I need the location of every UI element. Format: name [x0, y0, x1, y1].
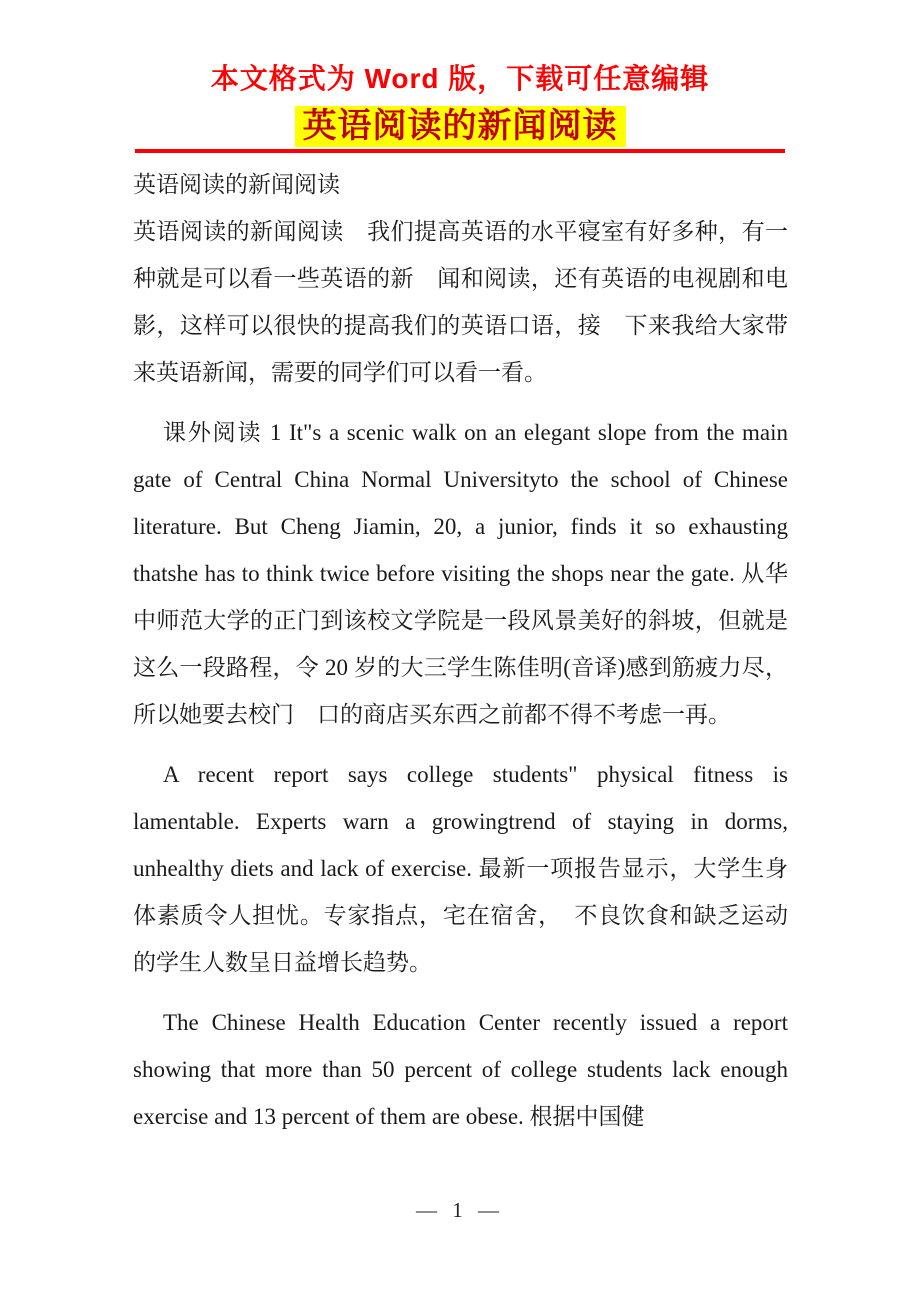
- body-paragraph-2: 英语阅读的新闻阅读 我们提高英语的水平寝室有好多种，有一种就是可以看一些英语的新 闻和阅读，还有英语的电视剧和电影，这样可以很快的提高我们的英语口语，接 下来我给大家带来英语新闻，需要的同学们可以看一看。: [133, 219, 788, 385]
- title-row: [0, 106, 920, 147]
- title-divider: [135, 149, 785, 153]
- body-paragraph-3: 课外阅读 1 It"s a scenic walk on an elegant slope from the main gate of Central China Normal Universityto the school of Chinese literature. But Cheng Jiamin, 20, a junior, finds it so exhausting thatshe has to think twice before visiting the shops near the gate. 从华中师范大学的正门到该校文学院是一段风景美好的斜坡，但就是 这么一段路程，令 20 岁的大三学生陈佳明(音译)感到筋疲力尽，所以她要去校门 口的商店买东西之前都不得不考虑一再。: [133, 420, 788, 727]
- format-notice: 本文格式为 Word 版，下载可任意编辑: [210, 63, 710, 94]
- document-title: 英语阅读的新闻阅读: [295, 106, 626, 147]
- page-number: — 1 —: [416, 1198, 504, 1222]
- body-paragraph-1: 英语阅读的新闻阅读: [133, 172, 340, 197]
- document-body: [133, 161, 788, 1140]
- body-paragraph-4: A recent report says college students" physical fitness is lamentable. Experts warn a growingtrend of staying in dorms, unhealthy diets and lack of exercise. 最新一项报告显示，大学生身体素质令人担忧。专家指点，宅在宿舍， 不良饮食和缺乏运动的学生人数呈日益增长趋势。: [133, 762, 788, 975]
- body-paragraph-5: The Chinese Health Education Center recently issued a report showing that more than 50 percent of college students lack enough exercise and 13 percent of them are obese. 根据中国健: [133, 1010, 788, 1129]
